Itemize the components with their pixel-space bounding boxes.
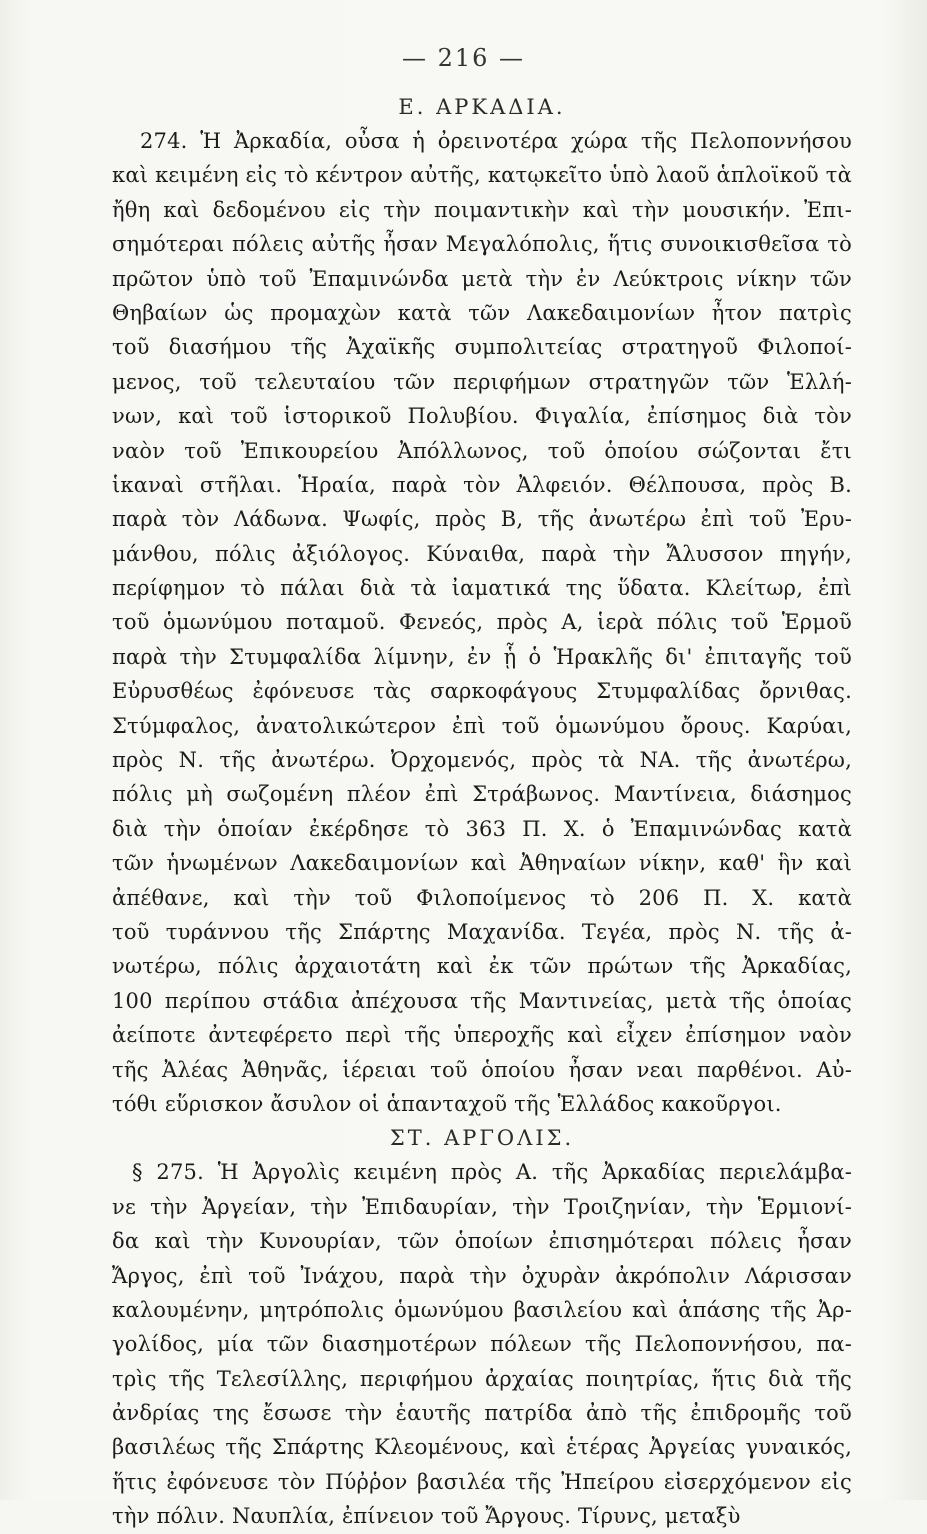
text-line: σημότεραι πόλεις αὐτῆς ἦσαν Μεγαλόπολις, ἥτις συνοικισθεῖσα τὸ: [112, 232, 852, 257]
text-block: [112, 90, 852, 1534]
text-line: καλουμένην, μητρόπολις ὁμωνύμου βασιλείου καὶ ἁπάσης τῆς Ἀρ-: [112, 1297, 852, 1322]
text-line: νωτέρω, πόλις ἀρχαιοτάτη καὶ ἐκ τῶν πρώτων τῆς Ἀρκαδίας,: [112, 954, 852, 979]
text-line: ἱκαναὶ στῆλαι. Ἡραία, παρὰ τὸν Ἀλφειόν. Θέλπουσα, πρὸς Β.: [112, 472, 852, 497]
text-line: ἀνδρίας της ἔσωσε τὴν ἑαυτῆς πατρίδα ἀπὸ τῆς ἐπιδρομῆς τοῦ: [112, 1401, 852, 1426]
text-line: παρὰ τὸν Λάδωνα. Ψωφίς, πρὸς Β, τῆς ἀνωτέρω ἐπὶ τοῦ Ἐρυ-: [112, 507, 852, 532]
text-line: Εὐρυσθέως ἐφόνευσε τὰς σαρκοφάγους Στυμφαλίδας ὄρνιθας.: [112, 679, 852, 704]
text-line: πόλις μὴ σωζομένη πλέον ἐπὶ Στράβωνος. Μαντίνεια, διάσημος: [112, 782, 852, 807]
section-arcadia-body: [112, 124, 852, 1121]
text-line: γολίδος, μία τῶν διασημοτέρων πόλεων τῆς Πελοποννήσου, πα-: [112, 1332, 852, 1357]
text-line: διὰ τὴν ὁποίαν ἐκέρδησε τὸ 363 Π. Χ. ὁ Ἐπαμινώνδας κατὰ: [112, 816, 852, 841]
text-line: τὴν πόλιν. Ναυπλία, ἐπίνειον τοῦ Ἄργους. Τίρυνς, μεταξὺ: [112, 1504, 741, 1529]
text-line: βασιλέως τῆς Σπάρτης Κλεομένους, καὶ ἑτέρας Ἀργείας γυναικός,: [112, 1435, 852, 1460]
text-line: Θηβαίων ὡς προμαχὼν κατὰ τῶν Λακεδαιμονίων ἦτον πατρὶς: [112, 300, 852, 325]
text-line: τῆς Ἀλέας Ἀθηνᾶς, ἱέρειαι τοῦ ὁποίου ἦσαν νεαι παρθένοι. Αὐ-: [112, 1057, 852, 1082]
text-line: ἀπέθανε, καὶ τὴν τοῦ Φιλοποίμενος τὸ 206 Π. Χ. κατὰ: [112, 885, 852, 910]
section-argolis-body: [112, 1155, 852, 1533]
text-line: ἤθη καὶ δεδομένου εἰς τὴν ποιμαντικὴν καὶ τὴν μουσικήν. Ἐπι-: [112, 197, 852, 222]
text-line: πρὸς Ν. τῆς ἀνωτέρω. Ὀρχομενός, πρὸς τὰ ΝΑ. τῆς ἀνωτέρω,: [112, 748, 852, 773]
text-line: ἀείποτε ἀντεφέρετο περὶ τῆς ὑπεροχῆς καὶ εἶχεν ἐπίσημον ναὸν: [112, 1023, 852, 1048]
text-line: νων, καὶ τοῦ ἱστορικοῦ Πολυβίου. Φιγαλία, ἐπίσημος διὰ τὸν: [112, 404, 852, 429]
text-line: ἥτις ἐφόνευσε τὸν Πύῤῥον βασιλέα τῆς Ἠπείρου εἰσερχόμενον εἰς: [112, 1469, 852, 1494]
text-line: τοῦ τυράννου τῆς Σπάρτης Μαχανίδα. Τεγέα, πρὸς Ν. τῆς ἀ-: [112, 919, 852, 944]
text-line: τόθι εὕρισκον ἄσυλον οἱ ἁπανταχοῦ τῆς Ἑλλάδος κακοῦργοι.: [112, 1091, 782, 1116]
text-line: Στύμφαλος, ἀνατολικώτερον ἐπὶ τοῦ ὁμωνύμου ὄρους. Καρύαι,: [112, 713, 852, 738]
text-line: δα καὶ τὴν Κυνουρίαν, τῶν ὁποίων ἐπισημότεραι πόλεις ἦσαν: [112, 1229, 852, 1254]
section-heading-argolis: ΣΤ. ΑΡΓΟΛΙΣ.: [389, 1126, 575, 1151]
text-line: 100 περίπου στάδια ἀπέχουσα τῆς Μαντινείας, μετὰ τῆς ὁποίας: [112, 988, 852, 1013]
text-line: τοῦ διασήμου τῆς Ἀχαϊκῆς συμπολιτείας στρατηγοῦ Φιλοποί-: [112, 335, 852, 360]
text-line: § 275. Ἡ Ἀργολὶς κειμένη πρὸς Α. τῆς Ἀρκαδίας περιελάμβα-: [132, 1160, 852, 1185]
text-line: τῶν ἡνωμένων Λακεδαιμονίων καὶ Ἀθηναίων νίκην, καθ' ἣν καὶ: [112, 851, 852, 876]
text-line: τοῦ ὁμωνύμου ποταμοῦ. Φενεός, πρὸς Α, ἱερὰ πόλις τοῦ Ἑρμοῦ: [112, 610, 852, 635]
text-line: περίφημον τὸ πάλαι διὰ τὰ ἰαματικά της ὕδατα. Κλείτωρ, ἐπὶ: [112, 576, 852, 601]
text-line: μενος, τοῦ τελευταίου τῶν περιφήμων στρατηγῶν τῶν Ἑλλή-: [112, 369, 852, 394]
text-line: τρὶς τῆς Τελεσίλλης, περιφήμου ἀρχαίας ποιητρίας, ἥτις διὰ τῆς: [112, 1366, 852, 1391]
text-line: ναὸν τοῦ Ἐπικουρείου Ἀπόλλωνος, τοῦ ὁποίου σώζονται ἔτι: [112, 438, 852, 463]
text-line: παρὰ τὴν Στυμφαλίδα λίμνην, ἐν ᾗ ὁ Ἡρακλῆς δι' ἐπιταγῆς τοῦ: [112, 644, 852, 669]
text-line: πρῶτον ὑπὸ τοῦ Ἐπαμινώνδα μετὰ τὴν ἐν Λεύκτροις νίκην τῶν: [112, 266, 852, 291]
text-line: 274. Ἡ Ἀρκαδία, οὖσα ἡ ὀρεινοτέρα χώρα τῆς Πελοποννήσου: [140, 129, 852, 153]
text-line: νε τὴν Ἀργείαν, τὴν Ἐπιδαυρίαν, τὴν Τροιζηνίαν, τὴν Ἑρμιονί-: [112, 1194, 852, 1219]
section-heading-arcadia: Ε. ΑΡΚΑΔΙΑ.: [398, 95, 566, 119]
page-number: — 216 —: [401, 44, 526, 72]
text-line: καὶ κειμένη εἰς τὸ κέντρον αὐτῆς, κατῳκεῖτο ὑπὸ λαοῦ ἁπλοϊκοῦ τὰ: [112, 163, 852, 188]
text-line: Ἄργος, ἐπὶ τοῦ Ἰνάχου, παρὰ τὴν ὀχυρὰν ἀκρόπολιν Λάρισσαν: [112, 1263, 852, 1288]
text-line: μάνθου, πόλις ἀξιόλογος. Κύναιθα, παρὰ τὴν Ἄλυσσον πηγήν,: [112, 541, 852, 566]
